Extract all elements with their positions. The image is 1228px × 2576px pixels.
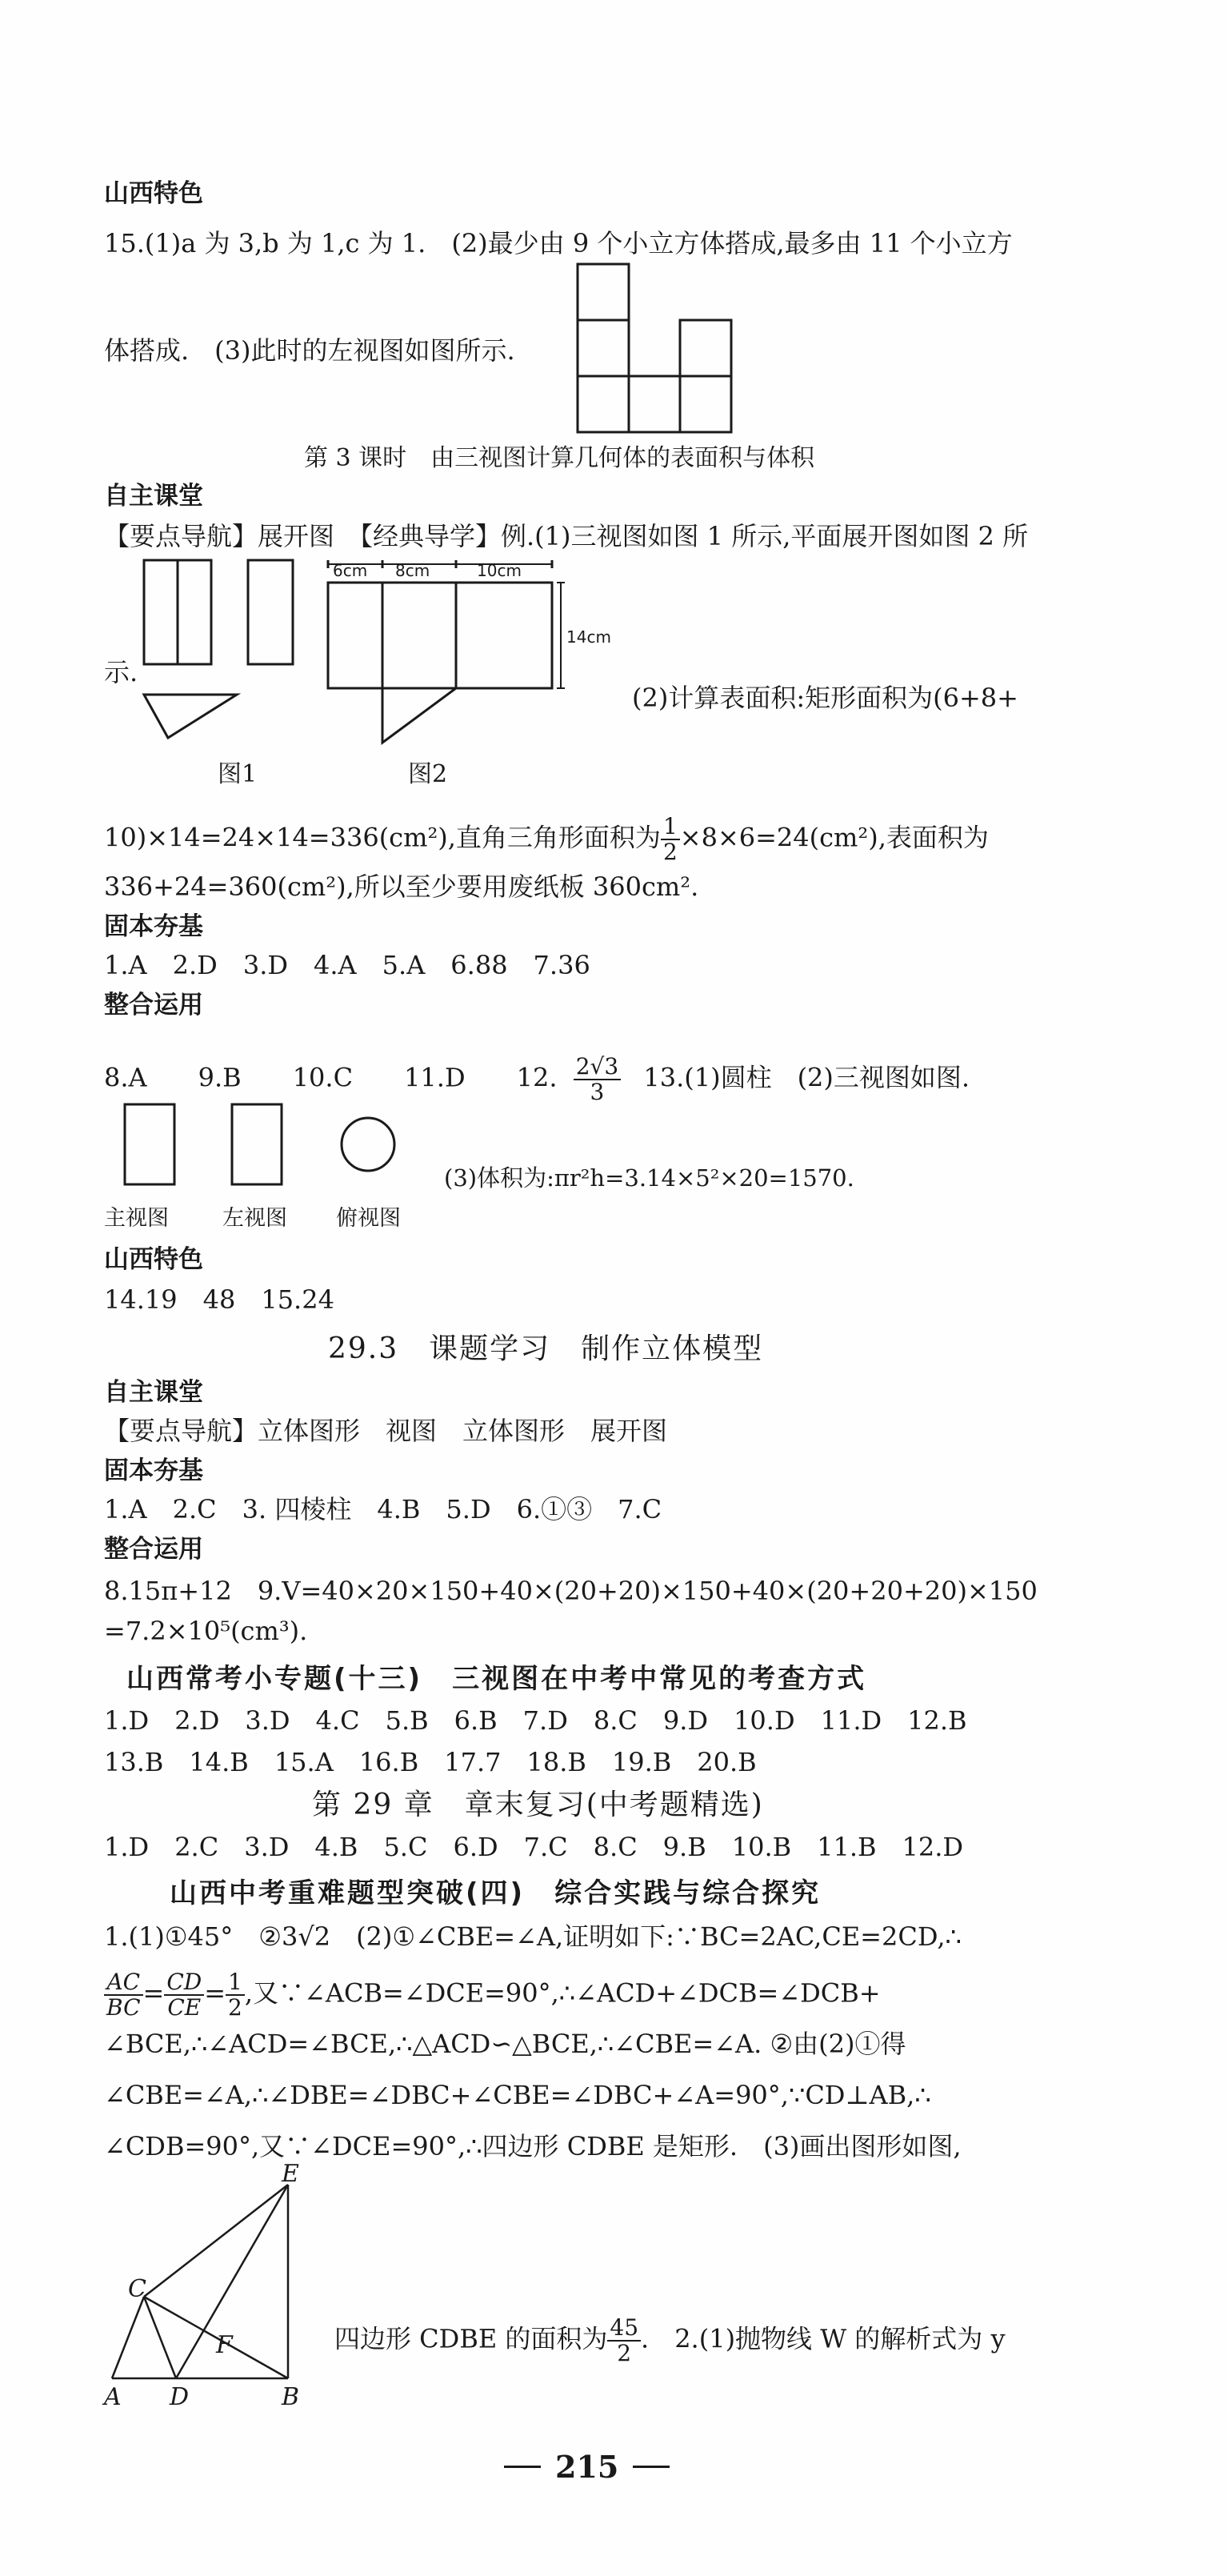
example-line2-suffix: (2)计算表面积:矩形面积为(6+8+ — [632, 683, 1018, 713]
section-title-29-3: 29.3 课题学习 制作立体模型 — [328, 1332, 764, 1365]
view-label-front: 主视图 — [104, 1206, 169, 1231]
bt-line2 — [104, 1970, 881, 2020]
guben-answers: 1.A 2.D 3.D 4.A 5.A 6.88 7.36 — [104, 950, 590, 980]
frac-den: 2 — [617, 2340, 632, 2366]
bt-line2-rest: ,又∵∠ACB=∠DCE=90°,∴∠ACD+∠DCB=∠DCB+ — [244, 1977, 881, 2009]
example-line2-prefix: 示. — [104, 657, 138, 687]
footer-dash-left — [504, 2466, 541, 2468]
zhenghe-line1-b: 13.(1)圆柱 (2)三视图如图. — [643, 1062, 970, 1093]
frac-den: 2 — [228, 1994, 242, 2021]
zizhu-2-line1: 【要点导航】立体图形 视图 立体图形 展开图 — [104, 1416, 668, 1446]
example-line1: 【要点导航】展开图 【经典导学】例.(1)三视图如图 1 所示,平面展开图如图 2 所 — [104, 521, 1029, 551]
section-heading-guben: 固本夯基 — [104, 912, 203, 941]
point-c: C — [128, 2275, 146, 2303]
volume-calculation: (3)体积为:πr²h=3.14×5²×20=1570. — [444, 1164, 854, 1192]
point-a: A — [104, 2383, 122, 2411]
bt-line5: ∠CDB=90°,又∵∠DCE=90°,∴四边形 CDBE 是矩形. (3)画出图形如图, — [104, 2131, 962, 2161]
lesson-3-title: 第 3 课时 由三视图计算几何体的表面积与体积 — [304, 444, 815, 472]
bt-eq-2: = — [204, 1977, 226, 2009]
fraction-ac-over-bc — [104, 1970, 143, 2020]
bt-line1: 1.(1)①45° ②3√2 (2)①∠CBE=∠A,证明如下:∵BC=2AC,CE=2CD,∴ — [104, 1921, 962, 1952]
fraction-45-over-2 — [607, 2316, 641, 2366]
footer-dash-right — [633, 2466, 670, 2468]
example-line3 — [104, 815, 989, 864]
frac-num: 2√3 — [574, 1055, 621, 1080]
dim-10cm: 10cm — [477, 561, 522, 580]
page-footer — [504, 2449, 670, 2485]
cylinder-three-views — [120, 1104, 440, 1192]
view-label-top: 俯视图 — [336, 1206, 401, 1231]
section-title-breakthrough-4: 山西中考重难题型突破(四) 综合实践与综合探究 — [170, 1877, 822, 1909]
guben-2-answers: 1.A 2.C 3. 四棱柱 4.B 5.D 6.①③ 7.C — [104, 1494, 662, 1524]
page-number: 215 — [555, 2449, 619, 2485]
figure-1-three-views — [144, 560, 304, 752]
special-13-line1: 1.D 2.D 3.D 4.C 5.B 6.B 7.D 8.C 9.D 10.D 11.D 12.B — [104, 1705, 967, 1736]
dim-6cm: 6cm — [333, 561, 368, 580]
zhenghe-line1 — [104, 1055, 970, 1104]
frac-den: 3 — [590, 1079, 605, 1105]
section-heading-shanxi: 山西特色 — [104, 179, 203, 208]
bt-line6-b: . 2.(1)抛物线 W 的解析式为 y — [641, 2323, 1006, 2354]
frac-num: 45 — [607, 2316, 641, 2342]
frac-num: AC — [104, 1970, 143, 1996]
view-label-left: 左视图 — [222, 1206, 287, 1231]
point-f: F — [216, 2331, 233, 2359]
ch29-answers: 1.D 2.C 3.D 4.B 5.C 6.D 7.C 8.C 9.B 10.B 11.B 12.D — [104, 1832, 964, 1862]
example-line3-b: ×8×6=24(cm²),表面积为 — [679, 822, 989, 853]
fraction-one-half-2 — [226, 1970, 245, 2020]
figure-2-caption: 图2 — [408, 760, 448, 788]
zhenghe-2-line2: =7.2×10⁵(cm³). — [104, 1616, 308, 1646]
point-d: D — [170, 2383, 190, 2411]
frac-num: 1 — [226, 1970, 245, 1996]
left-view-cubes-figure — [578, 264, 786, 432]
point-e: E — [282, 2160, 299, 2188]
bt-line6-a: 四边形 CDBE 的面积为 — [334, 2323, 608, 2354]
section-heading-shanxi-2: 山西特色 — [104, 1245, 203, 1274]
point-b: B — [282, 2383, 300, 2411]
section-title-special-13: 山西常考小专题(十三) 三视图在中考中常见的考查方式 — [126, 1663, 867, 1695]
zhenghe-line1-a: 8.A 9.B 10.C 11.D 12. — [104, 1062, 558, 1093]
figure-2-net — [328, 560, 611, 752]
geometry-figure-cdbe — [96, 2160, 336, 2425]
fraction-cd-over-ce — [164, 1970, 204, 2020]
section-heading-zhenghe: 整合运用 — [104, 991, 203, 1020]
frac-den: CE — [167, 1994, 202, 2021]
section-title-ch29-review: 第 29 章 章末复习(中考题精选) — [312, 1789, 764, 1821]
section-heading-zizhu-2: 自主课堂 — [104, 1378, 203, 1407]
bt-eq-1: = — [142, 1977, 165, 2009]
example-line4: 336+24=360(cm²),所以至少要用废纸板 360cm². — [104, 871, 699, 902]
dim-8cm: 8cm — [395, 561, 430, 580]
section-heading-guben-2: 固本夯基 — [104, 1456, 203, 1485]
section-heading-zizhu: 自主课堂 — [104, 482, 203, 511]
frac-num: CD — [164, 1970, 204, 1996]
shanxi-2-answers: 14.19 48 15.24 — [104, 1284, 334, 1315]
answer-15-line2: 体搭成. (3)此时的左视图如图所示. — [104, 335, 515, 366]
special-13-line2: 13.B 14.B 15.A 16.B 17.7 18.B 19.B 20.B — [104, 1747, 757, 1777]
frac-num: 1 — [661, 815, 680, 840]
example-line3-a: 10)×14=24×14=336(cm²),直角三角形面积为 — [104, 822, 661, 853]
bt-line4: ∠CBE=∠A,∴∠DBE=∠DBC+∠CBE=∠DBC+∠A=90°,∵CD⊥AB,∴ — [104, 2080, 931, 2110]
frac-den: 2 — [662, 839, 678, 865]
bt-line6 — [334, 2316, 1006, 2366]
section-heading-zhenghe-2: 整合运用 — [104, 1535, 203, 1564]
bt-line3: ∠BCE,∴∠ACD=∠BCE,∴△ACD∽△BCE,∴∠CBE=∠A. ②由(2)①得 — [104, 2029, 906, 2059]
dim-14cm: 14cm — [566, 627, 611, 647]
zhenghe-2-line1: 8.15π+12 9.V=40×20×150+40×(20+20)×150+40×(20+20+20)×150 — [104, 1576, 1038, 1606]
answer-15-line1: 15.(1)a 为 3,b 为 1,c 为 1. (2)最少由 9 个小立方体搭成,最多由 11 个小立方 — [104, 228, 1013, 258]
figure-1-caption: 图1 — [218, 760, 258, 788]
fraction-2root3-over-3 — [574, 1055, 621, 1104]
frac-den: BC — [106, 1994, 141, 2021]
fraction-one-half — [661, 815, 680, 864]
